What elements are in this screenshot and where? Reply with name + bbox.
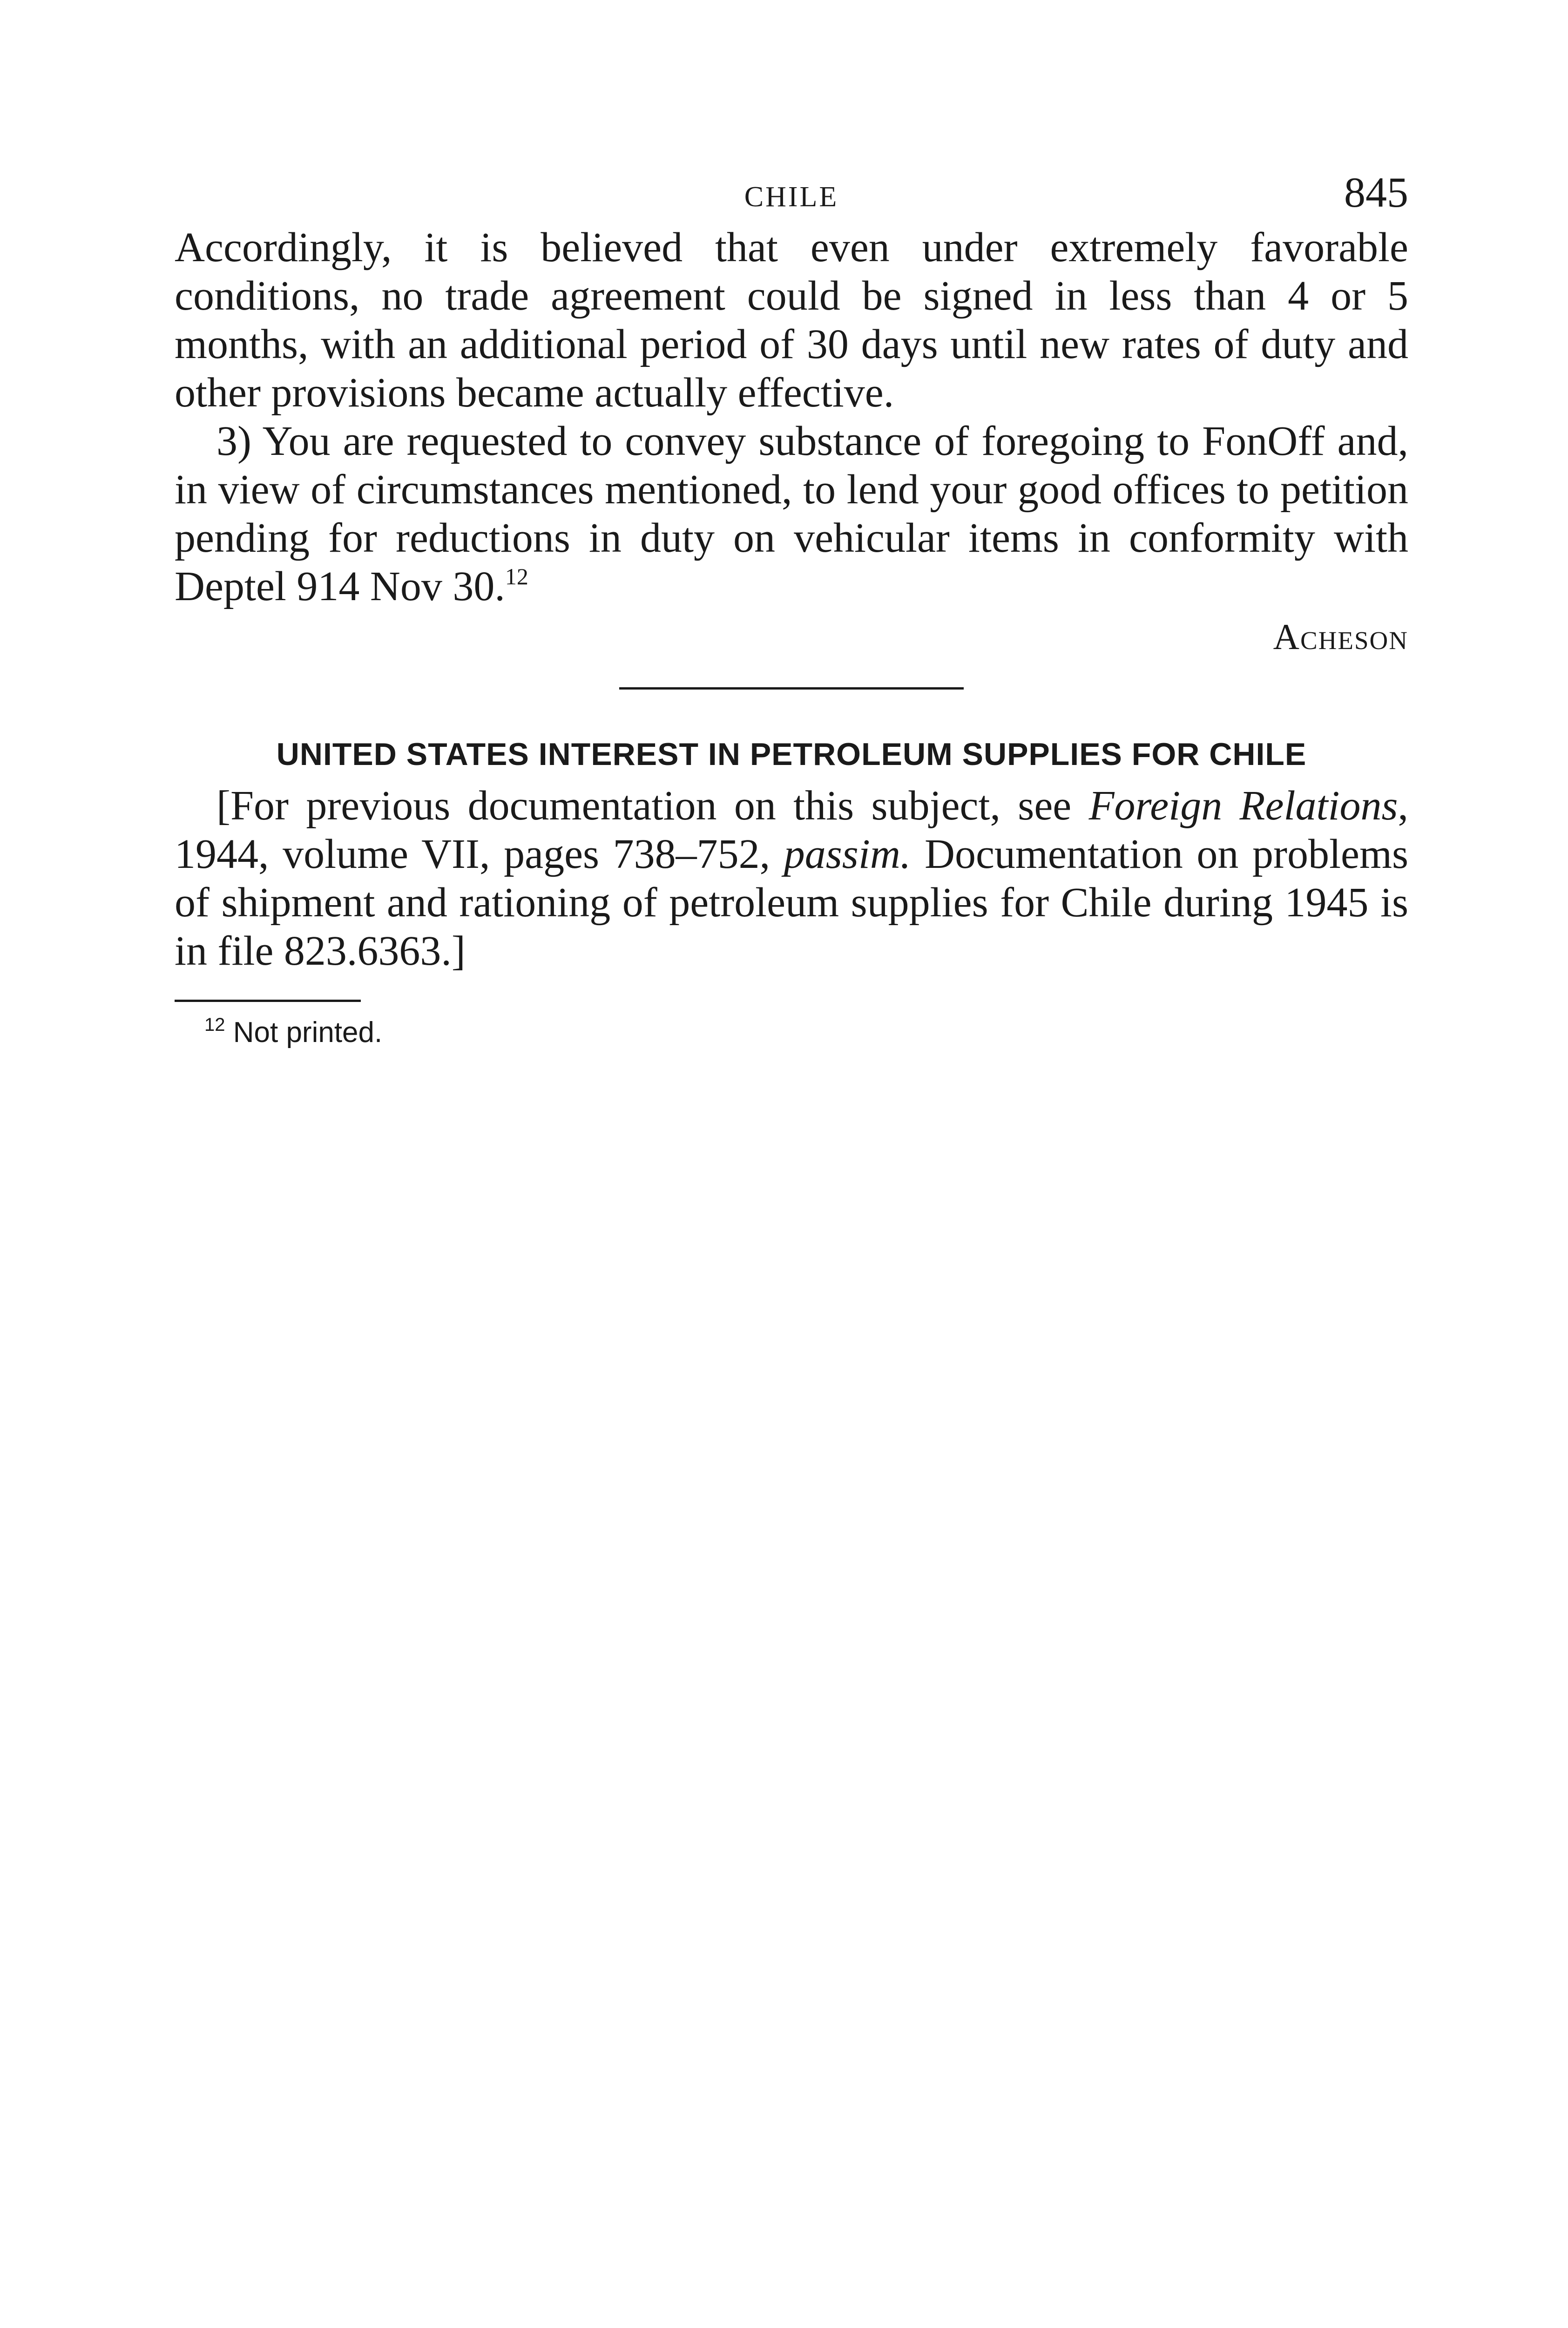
footnote-divider bbox=[175, 1000, 361, 1002]
editorial-text: , 1944, volume VII, pages 738–752, bbox=[175, 783, 1408, 877]
running-title: CHILE bbox=[744, 181, 839, 213]
paragraph-text: Accordingly, it is believed that even under extremely favorable conditions, no trade agreement could be signed in less than 4 or 5 months, with an additional period of 30 days until new rates of duty and other provisions became actually effective. bbox=[175, 224, 1408, 416]
editorial-note bbox=[175, 782, 1408, 975]
signature: Acheson bbox=[1273, 616, 1408, 657]
section-divider bbox=[619, 687, 964, 690]
footnote-ref: 12 bbox=[505, 563, 528, 589]
document-page bbox=[175, 168, 1408, 1051]
editorial-italic-title: Foreign Relations bbox=[1088, 783, 1398, 829]
paragraph-accordingly bbox=[175, 223, 1408, 417]
footnote-text: Not printed. bbox=[233, 1016, 383, 1049]
running-head bbox=[175, 168, 1408, 223]
section-heading: UNITED STATES INTEREST IN PETROLEUM SUPPLIES FOR CHILE bbox=[276, 737, 1307, 772]
footnote bbox=[175, 1014, 1408, 1051]
editorial-italic-passim: passim. bbox=[784, 831, 911, 877]
paragraph-text: 3) You are requested to convey substance of foregoing to FonOff and, in view of circumstances mentioned, to lend your good offices to petition pending for reductions in duty on vehicular items in conformity with Deptel 914 Nov 30. bbox=[175, 418, 1408, 609]
footnote-marker: 12 bbox=[204, 1015, 225, 1035]
editorial-text: Documentation on problems of shipment and rationing of petroleum supplies for Chile during 1945 is in file 823.6363.] bbox=[175, 831, 1408, 974]
page-number: 845 bbox=[1344, 169, 1408, 216]
paragraph-request bbox=[175, 417, 1408, 611]
editorial-text: [For previous documentation on this subject, see bbox=[216, 783, 1089, 829]
